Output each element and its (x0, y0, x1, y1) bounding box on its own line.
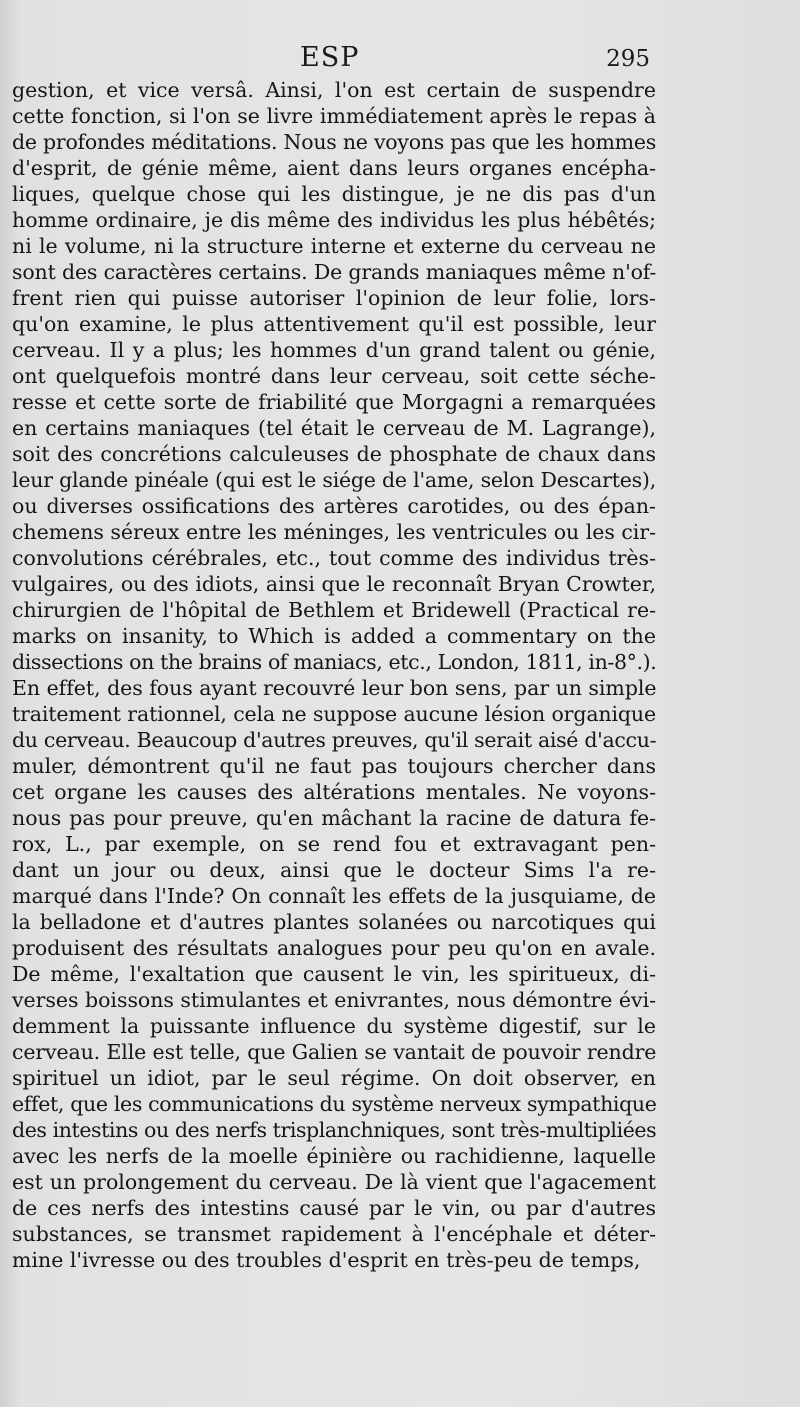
text-line: chemens séreux entre les méninges, les ventricules ou les cir- (12, 520, 656, 544)
text-line: verses boissons stimulantes et enivrantes, nous démontre évi- (12, 988, 656, 1012)
text-line: du cerveau. Beaucoup d'autres preuves, qu'il serait aisé d'accu- (12, 728, 657, 752)
text-line: ont quelquefois montré dans leur cerveau, soit cette séche- (12, 364, 656, 388)
text-line: effet, que les communications du système nerveux sympathique (12, 1092, 657, 1116)
text-line: cerveau. Il y a plus; les hommes d'un grand talent ou génie, (12, 338, 656, 362)
text-line: de ces nerfs des intestins causé par le vin, ou par d'autres (12, 1196, 656, 1220)
text-line: leur glande pinéale (qui est le siége de l'ame, selon Descartes), (12, 468, 656, 492)
text-line: cet organe les causes des altérations mentales. Ne voyons- (12, 780, 656, 804)
text-line: marqué dans l'Inde? On connaît les effets de la jusquiame, de (12, 884, 656, 908)
text-line: ni le volume, ni la structure interne et externe du cerveau ne (12, 234, 656, 258)
text-line: sont des caractères certains. De grands maniaques même n'of- (12, 260, 657, 284)
text-line: d'esprit, de génie même, aient dans leurs organes encépha- (12, 156, 656, 180)
text-line: convolutions cérébrales, etc., tout comme des individus très- (12, 546, 656, 570)
text-line: de profondes méditations. Nous ne voyons pas que les hommes (12, 130, 656, 154)
text-line: substances, se transmet rapidement à l'encéphale et déter- (12, 1222, 656, 1246)
text-line: marks on insanity, to Which is added a commentary on the (12, 624, 656, 648)
text-line: qu'on examine, le plus attentivement qu'il est possible, leur (12, 312, 656, 336)
text-line: resse et cette sorte de friabilité que Morgagni a remarquées (12, 390, 656, 414)
text-line: dant un jour ou deux, ainsi que le docteur Sims l'a re- (12, 858, 656, 882)
page-number: 295 (606, 46, 650, 72)
text-line: dissections on the brains of maniacs, etc., London, 1811, in-8°.). (12, 650, 657, 674)
text-line: muler, démontrent qu'il ne faut pas toujours chercher dans (12, 754, 656, 778)
text-line: vulgaires, ou des idiots, ainsi que le reconnaît Bryan Crowter, (12, 572, 656, 596)
text-line: chirurgien de l'hôpital de Bethlem et Bridewell (Practical re- (12, 598, 656, 622)
text-line: des intestins ou des nerfs trisplanchniques, sont très-multipliées (12, 1118, 657, 1142)
text-line: mine l'ivresse ou des troubles d'esprit en très-peu de temps, (12, 1248, 641, 1272)
text-line: avec les nerfs de la moelle épinière ou rachidienne, laquelle (12, 1144, 656, 1168)
running-head: ESP (300, 42, 360, 73)
text-line: gestion, et vice versâ. Ainsi, l'on est certain de suspendre (12, 78, 656, 102)
text-line: en certains maniaques (tel était le cerveau de M. Lagrange), (12, 416, 656, 440)
page-header (0, 42, 800, 82)
body-text (12, 77, 656, 1273)
text-line: est un prolongement du cerveau. De là vient que l'agacement (12, 1170, 656, 1194)
text-line: la belladone et d'autres plantes solanées ou narcotiques qui (12, 910, 656, 934)
text-line: traitement rationnel, cela ne suppose aucune lésion organique (12, 702, 656, 726)
text-line: cette fonction, si l'on se livre immédiatement après le repas à (12, 104, 656, 128)
text-line: liques, quelque chose qui les distingue, je ne dis pas d'un (12, 182, 656, 206)
text-line: De même, l'exaltation que causent le vin, les spiritueux, di- (12, 962, 656, 986)
text-line: homme ordinaire, je dis même des individus les plus hébêtés; (12, 208, 656, 232)
text-line: ou diverses ossifications des artères carotides, ou des épan- (12, 494, 656, 518)
text-line: spirituel un idiot, par le seul régime. On doit observer, en (12, 1066, 656, 1090)
text-line: En effet, des fous ayant recouvré leur bon sens, par un simple (12, 676, 657, 700)
text-line: frent rien qui puisse autoriser l'opinion de leur folie, lors- (12, 286, 656, 310)
text-line: rox, L., par exemple, on se rend fou et extravagant pen- (12, 832, 656, 856)
text-line: nous pas pour preuve, qu'en mâchant la racine de datura fe- (12, 806, 656, 830)
text-line: demment la puissante influence du système digestif, sur le (12, 1014, 656, 1038)
text-line: cerveau. Elle est telle, que Galien se vantait de pouvoir rendre (12, 1040, 657, 1064)
text-line: soit des concrétions calculeuses de phosphate de chaux dans (12, 442, 656, 466)
text-line: produisent des résultats analogues pour peu qu'on en avale. (12, 936, 656, 960)
